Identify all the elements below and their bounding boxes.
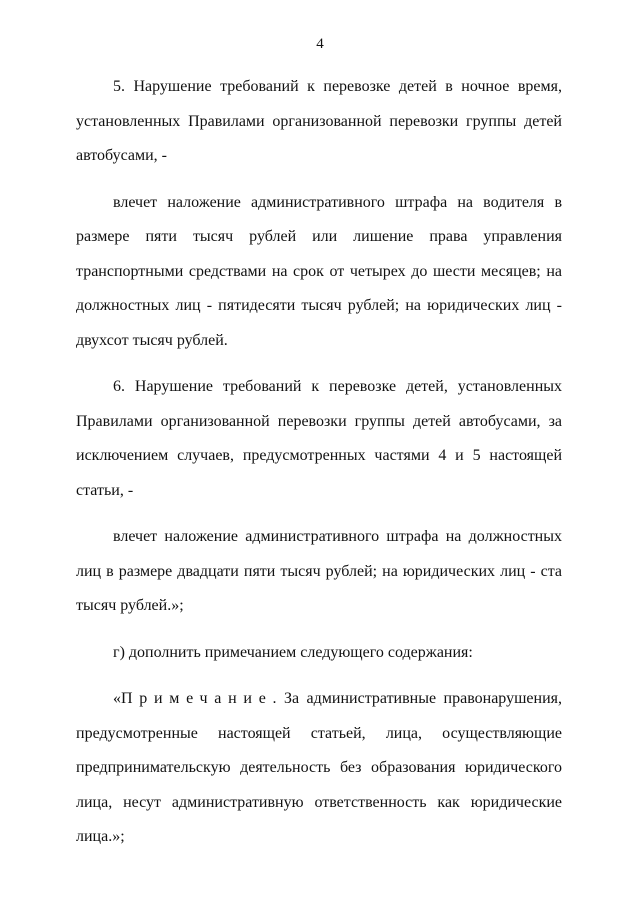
note-open-quote: «: [113, 690, 121, 707]
note-text: . За административные правонарушения, предусмотренные настоящей статьей, лица, осуществляющие предпринимательскую деятельность без образования юридического лица, несут административную ответственность как юридические лица.»;: [76, 690, 562, 845]
document-body: [76, 70, 562, 867]
paragraph-item-g: г) дополнить примечанием следующего содержания:: [113, 643, 473, 661]
page-number: 4: [316, 36, 324, 52]
note-heading-word: Примечание: [121, 690, 273, 707]
paragraph-part-6-penalty: влечет наложение административного штрафа на должностных лиц в размере двадцати пяти тысяч рублей; на юридических лиц - ста тысяч рублей.»;: [76, 528, 562, 614]
paragraph-note: [76, 682, 562, 855]
paragraph-part-6: 6. Нарушение требований к перевозке детей, установленных Правилами организованной перевозки группы детей автобусами, за исключением случаев, предусмотренных частями 4 и 5 настоящей статьи, -: [76, 378, 562, 499]
paragraph-part-5: 5. Нарушение требований к перевозке детей в ночное время, установленных Правилами организованной перевозки группы детей автобусами, -: [76, 78, 562, 164]
paragraph-part-5-penalty: влечет наложение административного штрафа на водителя в размере пяти тысяч рублей или лишение права управления транспортными средствами на срок от четырех до шести месяцев; на должностных лиц - пятидесяти тысяч рублей; на юридических лиц - двухсот тысяч рублей.: [76, 193, 562, 349]
